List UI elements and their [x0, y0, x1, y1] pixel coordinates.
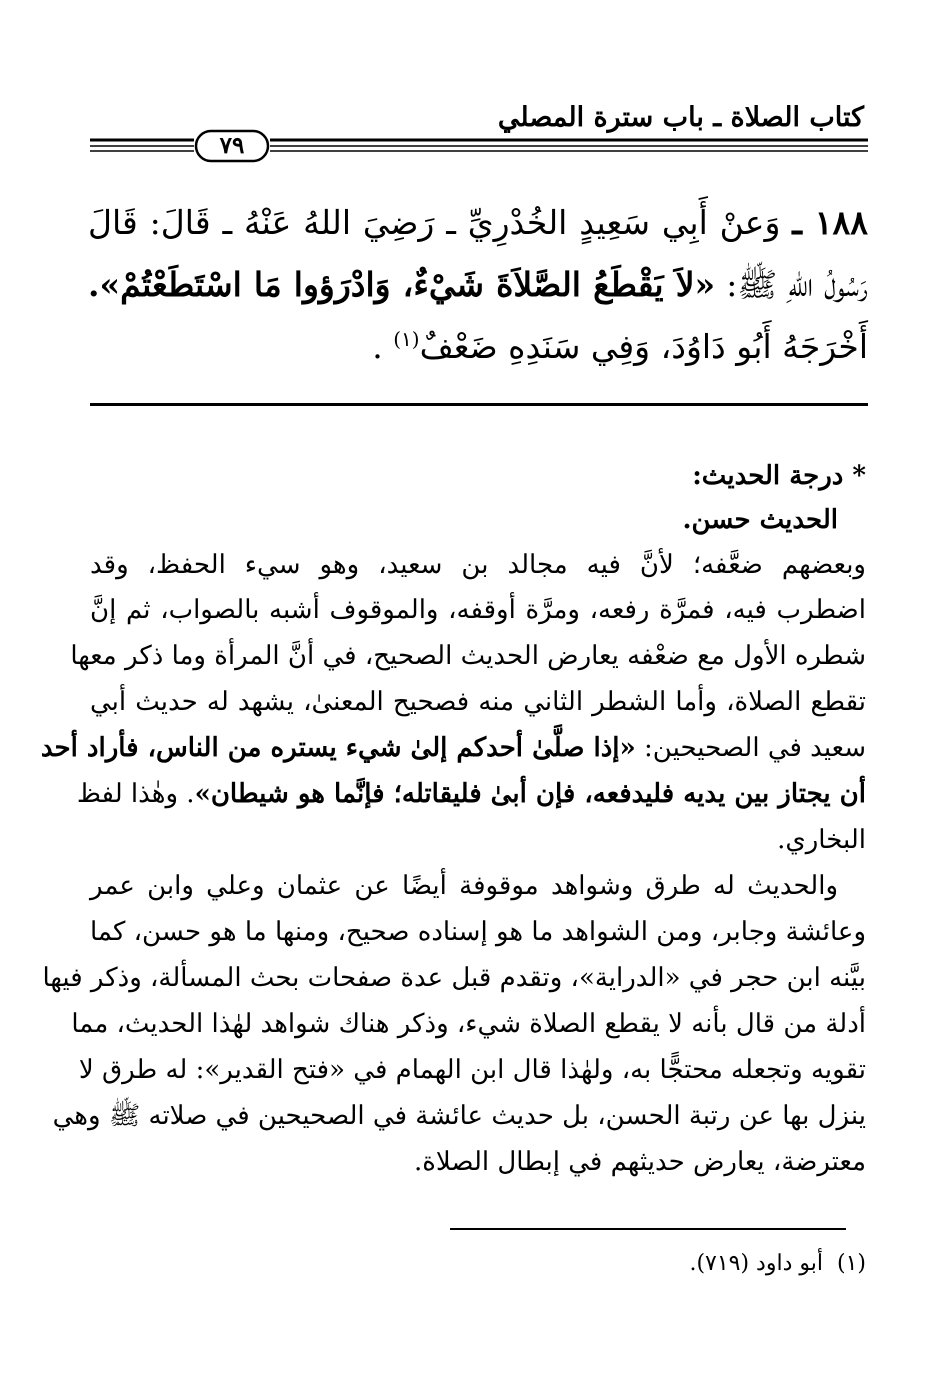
p1-line-4: تقطع الصلاة، وأما الشطر الثاني منه فصحيح المعنىٰ، يشهد له حديث أبي	[90, 687, 866, 717]
hadith-quote: «لاَ يَقْطَعُ الصَّلاَةَ شَيْءٌ، وَادْرَؤوا مَا اسْتَطَعْتُمْ».	[88, 265, 716, 304]
p1-line-7: البخاري.	[777, 825, 866, 855]
hadith-line-3-text: أَخْرَجَهُ أَبُو دَاوُدَ، وَفِي سَنَدِهِ ضَعْفٌ	[419, 327, 868, 366]
p1-line-3: شطره الأول مع ضعْفه يعارض الحديث الصحيح، في أنَّ المرأة وما ذكر معها	[70, 641, 866, 671]
p1-line-6	[76, 774, 866, 814]
p1-line-1: وبعضهم ضعَّفه؛ لأنَّ فيه مجالد بن سعيد، وهو سيء الحفظ، وقد	[90, 550, 866, 580]
footnote-number: (١)	[836, 1251, 866, 1276]
running-header-title: كتاب الصلاة ـ باب سترة المصلي	[497, 102, 864, 133]
p2-line-3: بيَّنه ابن حجر في «الدراية»، وتقدم قبل عدة صفحات بحث المسألة، وذكر فيها	[42, 963, 866, 993]
p1-line-6-quote: أن يجتاز بين يديه فليدفعه، فإن أبىٰ فليقاتله؛ فإنَّما هو شيطان»	[194, 779, 866, 809]
p2-line-7: معترضة، يعارض حديثهم في إبطال الصلاة.	[414, 1147, 866, 1177]
section-heading: * درجة الحديث:	[692, 461, 866, 491]
p2-line-4: أدلة من قال بأنه لا يقطع الصلاة شيء، وذكر هناك شواهد لهٰذا الحديث، مما	[71, 1009, 866, 1039]
hadith-line-3-end: .	[372, 327, 394, 366]
p2-line-2: وعائشة وجابر، ومن الشواهد ما هو إسناده صحيح، ومنها ما هو حسن، كما	[90, 917, 866, 947]
hadith-line-2-pre: رَسُولُ اللهِ ﷺ:	[715, 265, 869, 304]
p2-line-5: تقويه وتجعله محتجًّا به، ولهٰذا قال ابن الهمام في «فتح القدير»: له طرق لا	[78, 1055, 866, 1085]
hadith-line-2	[88, 256, 868, 314]
footnote-rule	[450, 1228, 846, 1230]
page-number: ٧٩	[219, 132, 245, 159]
hadith-line-1-text: وَعنْ أَبِي سَعِيدٍ الخُدْرِيِّ ـ رَضِيَ اللهُ عَنْهُ ـ قَالَ: قَالَ	[88, 203, 781, 242]
p2-line-6: ينزل بها عن رتبة الحسن، بل حديث عائشة في الصحيحين في صلاته ﷺ وهي	[52, 1101, 866, 1131]
footnote-marker: (١)	[393, 327, 420, 351]
hadith-line-3	[88, 318, 868, 376]
p2-line-1: والحديث له طرق وشواهد موقوفة أيضًا عن عثمان وعلي وابن عمر	[90, 871, 838, 901]
hadith-line-1	[88, 194, 868, 252]
footnote	[689, 1247, 866, 1281]
hadith-verdict: الحديث حسن.	[682, 505, 838, 535]
p1-line-2: اضطرب فيه، فمرَّة رفعه، ومرَّة أوقفه، والموقوف أشبه بالصواب، ثم إنَّ	[90, 595, 866, 625]
hadith-number: ١٨٨ ـ	[792, 203, 868, 242]
footnote-text: أبو داود (٧١٩).	[689, 1251, 823, 1276]
section-divider	[90, 403, 868, 406]
p1-line-5	[40, 728, 866, 768]
p1-line-5-pre: سعيد في الصحيحين:	[635, 733, 866, 763]
p1-line-6-post: . وهٰذا لفظ	[76, 779, 195, 809]
p1-line-5-quote: «إذا صلَّىٰ أحدكم إلىٰ شيء يستره من الناس، فأراد أحد	[40, 733, 636, 763]
